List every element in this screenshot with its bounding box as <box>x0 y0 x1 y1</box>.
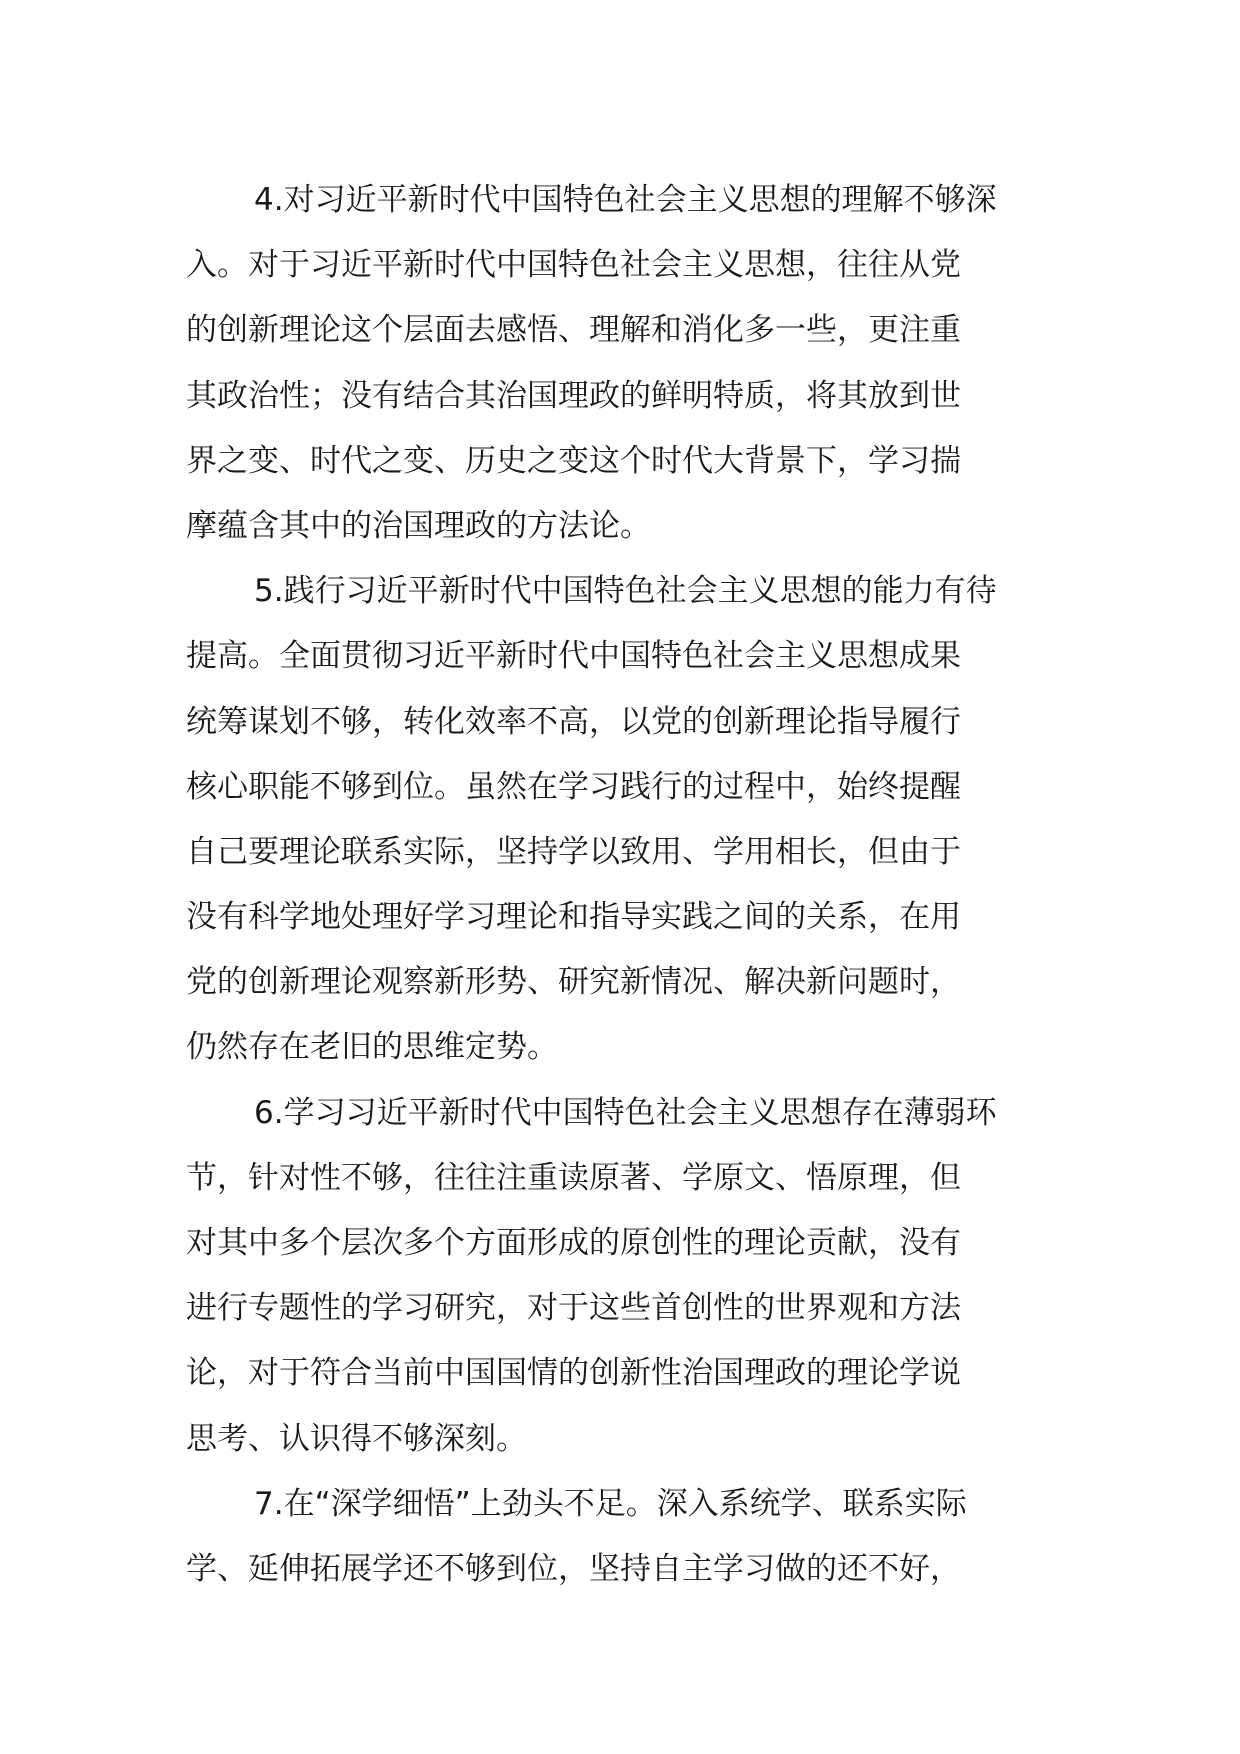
text-line: 进行专题性的学习研究，对于这些首创性的世界观和方法 <box>186 1290 961 1327</box>
text-line: 统筹谋划不够，转化效率不高，以党的创新理论指导履行 <box>186 703 961 740</box>
text-line: 节，针对性不够，往往注重读原著、学原文、悟原理，但 <box>186 1159 961 1196</box>
paragraph-6 <box>186 1081 1054 1472</box>
text-line: 党的创新理论观察新形势、研究新情况、解决新问题时， <box>186 964 961 1001</box>
paragraph-4 <box>186 168 1054 559</box>
text-line: 入。对于习近平新时代中国特色社会主义思想，往往从党 <box>186 247 961 284</box>
text-line: 其政治性；没有结合其治国理政的鲜明特质，将其放到世 <box>186 377 961 414</box>
paragraph-7 <box>186 1472 1054 1602</box>
text-line: 界之变、时代之变、历史之变这个时代大背景下，学习揣 <box>186 442 961 479</box>
text-line: 摩蕴含其中的治国理政的方法论。 <box>186 507 651 544</box>
text-line: 7.在“深学细悟”上劲头不足。深入系统学、联系实际 <box>254 1485 967 1522</box>
text-line: 学、延伸拓展学还不够到位，坚持自主学习做的还不好， <box>186 1550 961 1587</box>
paragraph-5 <box>186 559 1054 1081</box>
text-line: 自己要理论联系实际，坚持学以致用、学用相长，但由于 <box>186 833 961 870</box>
text-line: 论，对于符合当前中国国情的创新性治国理政的理论学说 <box>186 1355 961 1392</box>
text-line: 提高。全面贯彻习近平新时代中国特色社会主义思想成果 <box>186 638 961 675</box>
text-line: 仍然存在老旧的思维定势。 <box>186 1029 558 1066</box>
text-line: 的创新理论这个层面去感悟、理解和消化多一些，更注重 <box>186 312 961 349</box>
text-line: 思考、认识得不够深刻。 <box>186 1420 527 1457</box>
text-line: 6.学习习近平新时代中国特色社会主义思想存在薄弱环 <box>254 1094 997 1131</box>
text-line: 核心职能不够到位。虽然在学习践行的过程中，始终提醒 <box>186 768 961 805</box>
text-line: 对其中多个层次多个方面形成的原创性的理论贡献，没有 <box>186 1225 961 1261</box>
text-line: 4.对习近平新时代中国特色社会主义思想的理解不够深 <box>254 182 997 218</box>
document-body <box>186 168 1054 1602</box>
text-line: 没有科学地处理好学习理论和指导实践之间的关系，在用 <box>186 899 961 936</box>
text-line: 5.践行习近平新时代中国特色社会主义思想的能力有待 <box>254 573 997 610</box>
